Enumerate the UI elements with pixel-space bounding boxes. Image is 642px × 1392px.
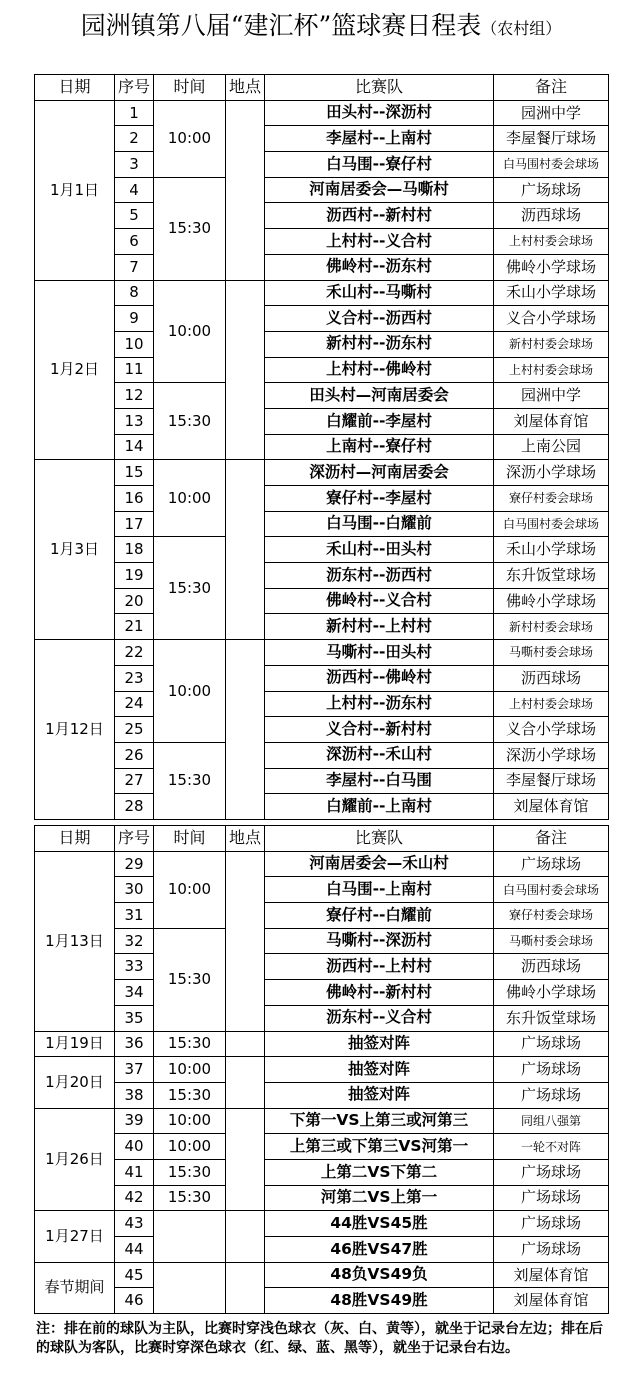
- date-cell: 1月12日: [35, 640, 115, 820]
- match-cell: 佛岭村--沥东村: [265, 254, 494, 280]
- note-cell: 义合小学球场: [494, 717, 609, 743]
- table-row: [35, 1159, 609, 1185]
- game-number: 32: [115, 928, 154, 954]
- table-row: [35, 980, 609, 1006]
- match-cell: 义合村--沥西村: [265, 306, 494, 332]
- match-cell: 佛岭村--义合村: [265, 588, 494, 614]
- game-number: 1: [115, 100, 154, 126]
- note-cell: 李屋餐厅球场: [494, 126, 609, 152]
- table-row: [35, 1237, 609, 1263]
- match-cell: 白马围--白耀前: [265, 511, 494, 537]
- game-number: 39: [115, 1108, 154, 1134]
- time-cell: 15:30: [154, 383, 226, 460]
- note-cell: 深沥小学球场: [494, 460, 609, 486]
- game-number: 44: [115, 1237, 154, 1263]
- venue-cell: [226, 460, 265, 640]
- note-cell: 广场球场: [494, 1237, 609, 1263]
- match-cell: 白马围--寮仔村: [265, 152, 494, 178]
- note-cell: 佛岭小学球场: [494, 254, 609, 280]
- table-row: [35, 768, 609, 794]
- game-number: 14: [115, 434, 154, 460]
- note-cell: 一轮不对阵: [494, 1134, 609, 1160]
- game-number: 13: [115, 408, 154, 434]
- table-row: [35, 640, 609, 666]
- table-row: [35, 665, 609, 691]
- schedule-table-part2: [34, 825, 609, 1314]
- match-cell: 44胜VS45胜: [265, 1211, 494, 1237]
- match-cell: 上第二VS下第二: [265, 1159, 494, 1185]
- header-row: [35, 75, 609, 101]
- game-number: 23: [115, 665, 154, 691]
- game-number: 37: [115, 1057, 154, 1083]
- time-cell: 10:00: [154, 851, 226, 928]
- game-number: 33: [115, 954, 154, 980]
- date-cell: 1月1日: [35, 100, 115, 280]
- game-number: 7: [115, 254, 154, 280]
- note-cell: 寮仔村委会球场: [494, 903, 609, 929]
- note-cell: 上村村委会球场: [494, 229, 609, 255]
- note-cell: 上南公园: [494, 434, 609, 460]
- venue-cell: [226, 1108, 265, 1211]
- match-cell: 抽签对阵: [265, 1057, 494, 1083]
- match-cell: 抽签对阵: [265, 1082, 494, 1108]
- table-row: [35, 1005, 609, 1031]
- time-cell: 10:00: [154, 640, 226, 743]
- table-row: [35, 203, 609, 229]
- match-cell: 马嘶村--田头村: [265, 640, 494, 666]
- time-cell: [154, 1211, 226, 1262]
- match-cell: 46胜VS47胜: [265, 1237, 494, 1263]
- table-row: [35, 1134, 609, 1160]
- note-cell: 广场球场: [494, 1082, 609, 1108]
- table-row: [35, 903, 609, 929]
- table-row: [35, 614, 609, 640]
- note-cell: 沥西球场: [494, 203, 609, 229]
- note-cell: 上村村委会球场: [494, 691, 609, 717]
- game-number: 34: [115, 980, 154, 1006]
- header-time: 时间: [154, 75, 226, 101]
- venue-cell: [226, 1031, 265, 1057]
- game-number: 46: [115, 1288, 154, 1314]
- time-cell: 10:00: [154, 1134, 226, 1160]
- table-row: [35, 460, 609, 486]
- table-row: [35, 254, 609, 280]
- match-cell: 马嘶村--深沥村: [265, 928, 494, 954]
- header-date: 日期: [35, 75, 115, 101]
- game-number: 19: [115, 563, 154, 589]
- game-number: 9: [115, 306, 154, 332]
- table-row: [35, 486, 609, 512]
- note-cell: 沥西球场: [494, 954, 609, 980]
- game-number: 25: [115, 717, 154, 743]
- match-cell: 沥东村--义合村: [265, 1005, 494, 1031]
- table-row: [35, 851, 609, 877]
- note-cell: 广场球场: [494, 1057, 609, 1083]
- table-row: [35, 877, 609, 903]
- header-date: 日期: [35, 826, 115, 852]
- game-number: 41: [115, 1159, 154, 1185]
- game-number: 11: [115, 357, 154, 383]
- match-cell: 河南居委会—禾山村: [265, 851, 494, 877]
- game-number: 27: [115, 768, 154, 794]
- match-cell: 沥东村--沥西村: [265, 563, 494, 589]
- table-row: [35, 434, 609, 460]
- note-cell: 马嘶村委会球场: [494, 640, 609, 666]
- time-cell: 10:00: [154, 460, 226, 537]
- table-row: [35, 1185, 609, 1211]
- table-row: [35, 563, 609, 589]
- game-number: 4: [115, 177, 154, 203]
- note-cell: 义合小学球场: [494, 306, 609, 332]
- table-row: [35, 306, 609, 332]
- match-cell: 深沥村--禾山村: [265, 742, 494, 768]
- header-match: 比赛队: [265, 826, 494, 852]
- match-cell: 禾山村--田头村: [265, 537, 494, 563]
- match-cell: 白耀前--李屋村: [265, 408, 494, 434]
- note-cell: 刘屋体育馆: [494, 794, 609, 820]
- game-number: 20: [115, 588, 154, 614]
- table-row: [35, 357, 609, 383]
- match-cell: 抽签对阵: [265, 1031, 494, 1057]
- header-venue: 地点: [226, 826, 265, 852]
- game-number: 35: [115, 1005, 154, 1031]
- table-row: [35, 794, 609, 820]
- game-number: 10: [115, 331, 154, 357]
- table-row: [35, 928, 609, 954]
- note-cell: 马嘶村委会球场: [494, 928, 609, 954]
- time-cell: 15:30: [154, 928, 226, 1031]
- venue-cell: [226, 640, 265, 820]
- note-cell: 广场球场: [494, 1031, 609, 1057]
- game-number: 21: [115, 614, 154, 640]
- time-cell: 15:30: [154, 742, 226, 819]
- header-note: 备注: [494, 826, 609, 852]
- title-sub: （农村组）: [481, 19, 562, 38]
- header-match: 比赛队: [265, 75, 494, 101]
- date-cell: 1月26日: [35, 1108, 115, 1211]
- time-cell: 15:30: [154, 537, 226, 640]
- match-cell: 白马围--上南村: [265, 877, 494, 903]
- note-cell: 园洲中学: [494, 383, 609, 409]
- note-cell: 白马围村委会球场: [494, 877, 609, 903]
- table-row: [35, 1262, 609, 1288]
- match-cell: 河第二VS上第一: [265, 1185, 494, 1211]
- venue-cell: [226, 851, 265, 1031]
- note-cell: 广场球场: [494, 1159, 609, 1185]
- match-cell: 新村村--沥东村: [265, 331, 494, 357]
- game-number: 5: [115, 203, 154, 229]
- note-cell: 白马围村委会球场: [494, 511, 609, 537]
- game-number: 36: [115, 1031, 154, 1057]
- match-cell: 沥西村--佛岭村: [265, 665, 494, 691]
- note-cell: 园洲中学: [494, 100, 609, 126]
- match-cell: 义合村--新村村: [265, 717, 494, 743]
- note-cell: 刘屋体育馆: [494, 1288, 609, 1314]
- note-cell: 佛岭小学球场: [494, 588, 609, 614]
- note-cell: 广场球场: [494, 1211, 609, 1237]
- note-cell: 新村村委会球场: [494, 331, 609, 357]
- match-cell: 白耀前--上南村: [265, 794, 494, 820]
- game-number: 18: [115, 537, 154, 563]
- match-cell: 上村村--义合村: [265, 229, 494, 255]
- time-cell: 10:00: [154, 100, 226, 177]
- date-cell: 1月3日: [35, 460, 115, 640]
- date-cell: 1月20日: [35, 1057, 115, 1108]
- venue-cell: [226, 1211, 265, 1262]
- time-cell: [154, 1262, 226, 1313]
- note-cell: 东升饭堂球场: [494, 563, 609, 589]
- date-cell: 1月19日: [35, 1031, 115, 1057]
- page-title: [0, 6, 642, 42]
- game-number: 31: [115, 903, 154, 929]
- match-cell: 河南居委会—马嘶村: [265, 177, 494, 203]
- note-cell: 白马围村委会球场: [494, 152, 609, 178]
- match-cell: 深沥村—河南居委会: [265, 460, 494, 486]
- footnote: 注：排在前的球队为主队，比赛时穿浅色球衣（灰、白、黄等），就坐于记录台左边；排在后的球队为客队，比赛时穿深色球衣（红、绿、蓝、黑等），就坐于记录台右边。: [36, 1321, 603, 1356]
- game-number: 30: [115, 877, 154, 903]
- date-cell: 1月2日: [35, 280, 115, 460]
- header-venue: 地点: [226, 75, 265, 101]
- time-cell: 10:00: [154, 1108, 226, 1134]
- game-number: 24: [115, 691, 154, 717]
- game-number: 12: [115, 383, 154, 409]
- table-row: [35, 100, 609, 126]
- header-note: 备注: [494, 75, 609, 101]
- match-cell: 48负VS49负: [265, 1262, 494, 1288]
- note-cell: 深沥小学球场: [494, 742, 609, 768]
- table-row: [35, 1031, 609, 1057]
- game-number: 29: [115, 851, 154, 877]
- table-row: [35, 1288, 609, 1314]
- note-cell: 禾山小学球场: [494, 537, 609, 563]
- note-cell: 李屋餐厅球场: [494, 768, 609, 794]
- game-number: 6: [115, 229, 154, 255]
- table-row: [35, 152, 609, 178]
- note-cell: 广场球场: [494, 177, 609, 203]
- date-cell: 春节期间: [35, 1262, 115, 1313]
- match-cell: 沥西村--新村村: [265, 203, 494, 229]
- note-cell: 佛岭小学球场: [494, 980, 609, 1006]
- time-cell: 10:00: [154, 280, 226, 383]
- table-row: [35, 717, 609, 743]
- time-cell: 15:30: [154, 1185, 226, 1211]
- game-number: 2: [115, 126, 154, 152]
- match-cell: 上第三或下第三VS河第一: [265, 1134, 494, 1160]
- match-cell: 李屋村--上南村: [265, 126, 494, 152]
- table-row: [35, 229, 609, 255]
- match-cell: 上南村--寮仔村: [265, 434, 494, 460]
- table-row: [35, 383, 609, 409]
- header-time: 时间: [154, 826, 226, 852]
- note-cell: 沥西球场: [494, 665, 609, 691]
- table-row: [35, 280, 609, 306]
- title-main: 园洲镇第八届“建汇杯”篮球赛日程表: [80, 11, 482, 40]
- table-row: [35, 331, 609, 357]
- note-cell: 刘屋体育馆: [494, 1262, 609, 1288]
- table-row: [35, 954, 609, 980]
- match-cell: 新村村--上村村: [265, 614, 494, 640]
- note-cell: 同组八强第: [494, 1108, 609, 1134]
- game-number: 45: [115, 1262, 154, 1288]
- table-row: [35, 742, 609, 768]
- venue-cell: [226, 100, 265, 280]
- time-cell: 15:30: [154, 1159, 226, 1185]
- table-row: [35, 408, 609, 434]
- table-row: [35, 1108, 609, 1134]
- note-cell: 广场球场: [494, 1185, 609, 1211]
- table-row: [35, 1082, 609, 1108]
- match-cell: 佛岭村--新村村: [265, 980, 494, 1006]
- match-cell: 田头村--深沥村: [265, 100, 494, 126]
- game-number: 38: [115, 1082, 154, 1108]
- game-number: 26: [115, 742, 154, 768]
- match-cell: 禾山村--马嘶村: [265, 280, 494, 306]
- date-cell: 1月27日: [35, 1211, 115, 1262]
- note-cell: 新村村委会球场: [494, 614, 609, 640]
- venue-cell: [226, 1262, 265, 1313]
- match-cell: 李屋村--白马围: [265, 768, 494, 794]
- game-number: 43: [115, 1211, 154, 1237]
- match-cell: 下第一VS上第三或河第三: [265, 1108, 494, 1134]
- match-cell: 田头村—河南居委会: [265, 383, 494, 409]
- game-number: 16: [115, 486, 154, 512]
- game-number: 17: [115, 511, 154, 537]
- table-row: [35, 691, 609, 717]
- match-cell: 寮仔村--白耀前: [265, 903, 494, 929]
- table-row: [35, 177, 609, 203]
- note-cell: 禾山小学球场: [494, 280, 609, 306]
- table-row: [35, 126, 609, 152]
- game-number: 15: [115, 460, 154, 486]
- note-cell: 寮仔村委会球场: [494, 486, 609, 512]
- note-cell: 东升饭堂球场: [494, 1005, 609, 1031]
- table-row: [35, 1057, 609, 1083]
- game-number: 28: [115, 794, 154, 820]
- venue-cell: [226, 1057, 265, 1108]
- time-cell: 15:30: [154, 1031, 226, 1057]
- table-row: [35, 588, 609, 614]
- match-cell: 48胜VS49胜: [265, 1288, 494, 1314]
- game-number: 8: [115, 280, 154, 306]
- header-row: [35, 826, 609, 852]
- table-row: [35, 1211, 609, 1237]
- time-cell: 10:00: [154, 1057, 226, 1083]
- header-no: 序号: [115, 826, 154, 852]
- venue-cell: [226, 280, 265, 460]
- time-cell: 15:30: [154, 1082, 226, 1108]
- match-cell: 寮仔村--李屋村: [265, 486, 494, 512]
- schedule-table-part1: [34, 74, 609, 820]
- game-number: 22: [115, 640, 154, 666]
- note-cell: 广场球场: [494, 851, 609, 877]
- table-row: [35, 511, 609, 537]
- table-row: [35, 537, 609, 563]
- header-no: 序号: [115, 75, 154, 101]
- note-cell: 刘屋体育馆: [494, 408, 609, 434]
- note-cell: 上村村委会球场: [494, 357, 609, 383]
- match-cell: 沥西村--上村村: [265, 954, 494, 980]
- date-cell: 1月13日: [35, 851, 115, 1031]
- match-cell: 上村村--沥东村: [265, 691, 494, 717]
- time-cell: 15:30: [154, 177, 226, 280]
- match-cell: 上村村--佛岭村: [265, 357, 494, 383]
- game-number: 40: [115, 1134, 154, 1160]
- game-number: 3: [115, 152, 154, 178]
- game-number: 42: [115, 1185, 154, 1211]
